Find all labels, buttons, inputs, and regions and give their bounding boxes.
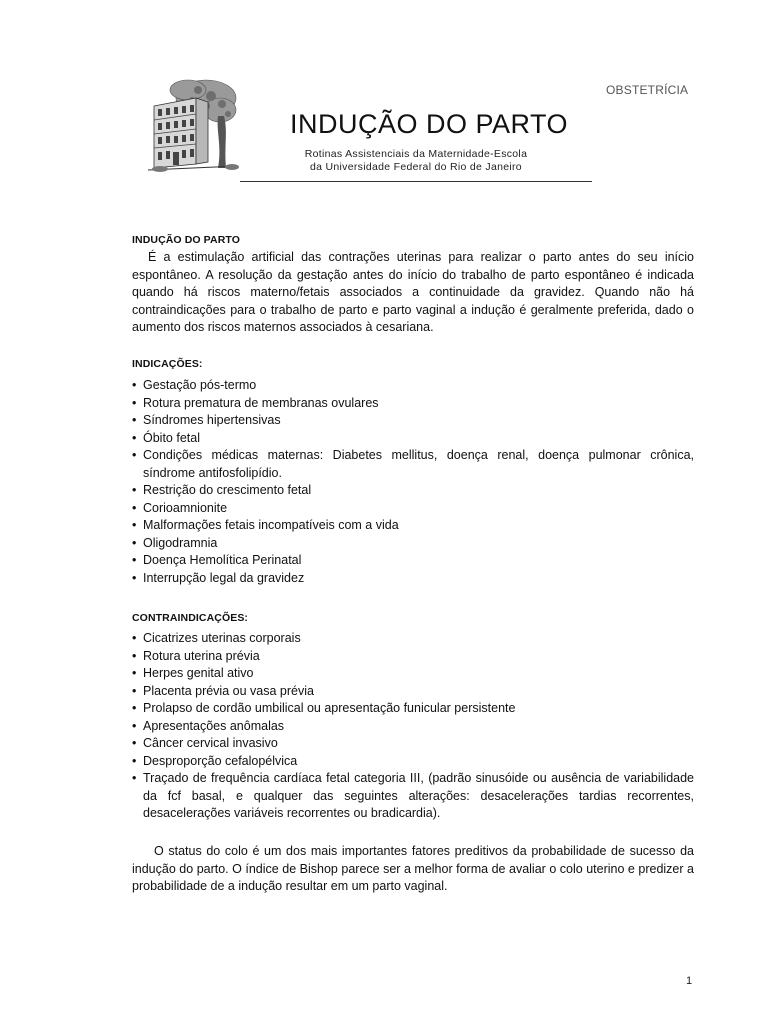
list-item: • Doença Hemolítica Perinatal bbox=[132, 552, 694, 570]
definition-text: É a estimulação artificial das contrações uterinas para realizar o parto antes do seu início espontâneo. A resolução da gestação antes do início do trabalho de parto espontâneo é indicada quando há riscos materno/fetais associados a continuidade da gravidez. Quando não há contraindicações para o trabalho de parto e parto vaginal a indução é geralmente preferida, dado o aumento dos riscos maternos associados à cesariana. bbox=[132, 250, 694, 334]
subtitle-line-2: da Universidade Federal do Rio de Janeiro bbox=[310, 161, 522, 173]
list-item: • Gestação pós-termo bbox=[132, 377, 694, 395]
list-item: • Placenta prévia ou vasa prévia bbox=[132, 683, 694, 701]
contraindications-heading-text: CONTRAINDICAÇÕES: bbox=[132, 612, 249, 624]
list-item: • Oligodramnia bbox=[132, 535, 694, 553]
list-item: • Rotura prematura de membranas ovulares bbox=[132, 395, 694, 413]
closing-paragraph bbox=[132, 843, 694, 896]
list-item: • Condições médicas maternas: Diabetes mellitus, doença renal, doença pulmonar crônica, síndrome antifosfolipídio. bbox=[132, 447, 694, 482]
subtitle bbox=[240, 148, 592, 174]
maternity-logo-icon bbox=[148, 76, 240, 174]
list-item: • Herpes genital ativo bbox=[132, 665, 694, 683]
list-item: • Apresentações anômalas bbox=[132, 718, 694, 736]
list-item: • Desproporção cefalopélvica bbox=[132, 753, 694, 771]
header-divider bbox=[240, 181, 592, 182]
list-item: • Óbito fetal bbox=[132, 430, 694, 448]
subtitle-line-1: Rotinas Assistenciais da Maternidade-Escola bbox=[304, 148, 528, 160]
list-item: • Interrupção legal da gravidez bbox=[132, 570, 694, 588]
definition-paragraph bbox=[132, 249, 694, 337]
list-item: • Malformações fetais incompatíveis com a vida bbox=[132, 517, 694, 535]
indications-list bbox=[132, 377, 694, 587]
contraindications-heading bbox=[132, 610, 694, 628]
closing-text: O status do colo é um dos mais importantes fatores preditivos da probabilidade de sucesso da indução do parto. O índice de Bishop parece ser a melhor forma de avaliar o colo uterino e predizer a probabilidade de a indução resultar em um parto vaginal. bbox=[132, 844, 694, 893]
definition-heading-text: INDUÇÃO DO PARTO bbox=[132, 234, 240, 246]
definition-heading bbox=[132, 232, 694, 250]
page-number: 1 bbox=[686, 975, 693, 987]
list-item: • Corioamnionite bbox=[132, 500, 694, 518]
indications-heading-text: INDICAÇÕES: bbox=[132, 358, 203, 370]
list-item: • Síndromes hipertensivas bbox=[132, 412, 694, 430]
list-item: • Cicatrizes uterinas corporais bbox=[132, 630, 694, 648]
category-label: OBSTETRÍCIA bbox=[606, 83, 689, 97]
list-item: • Câncer cervical invasivo bbox=[132, 735, 694, 753]
list-item: • Restrição do crescimento fetal bbox=[132, 482, 694, 500]
indications-heading bbox=[132, 356, 694, 374]
page-title: INDUÇÃO DO PARTO bbox=[290, 109, 569, 139]
list-item: • Rotura uterina prévia bbox=[132, 648, 694, 666]
list-item: • Prolapso de cordão umbilical ou apresentação funicular persistente bbox=[132, 700, 694, 718]
contraindications-list bbox=[132, 630, 694, 823]
list-item: • Traçado de frequência cardíaca fetal categoria III, (padrão sinusóide ou ausência de variabilidade da fcf basal, e qualquer das seguintes alterações: desacelerações tardias recorrentes, desacelerações variáveis recorrentes ou bradicardia). bbox=[132, 770, 694, 823]
